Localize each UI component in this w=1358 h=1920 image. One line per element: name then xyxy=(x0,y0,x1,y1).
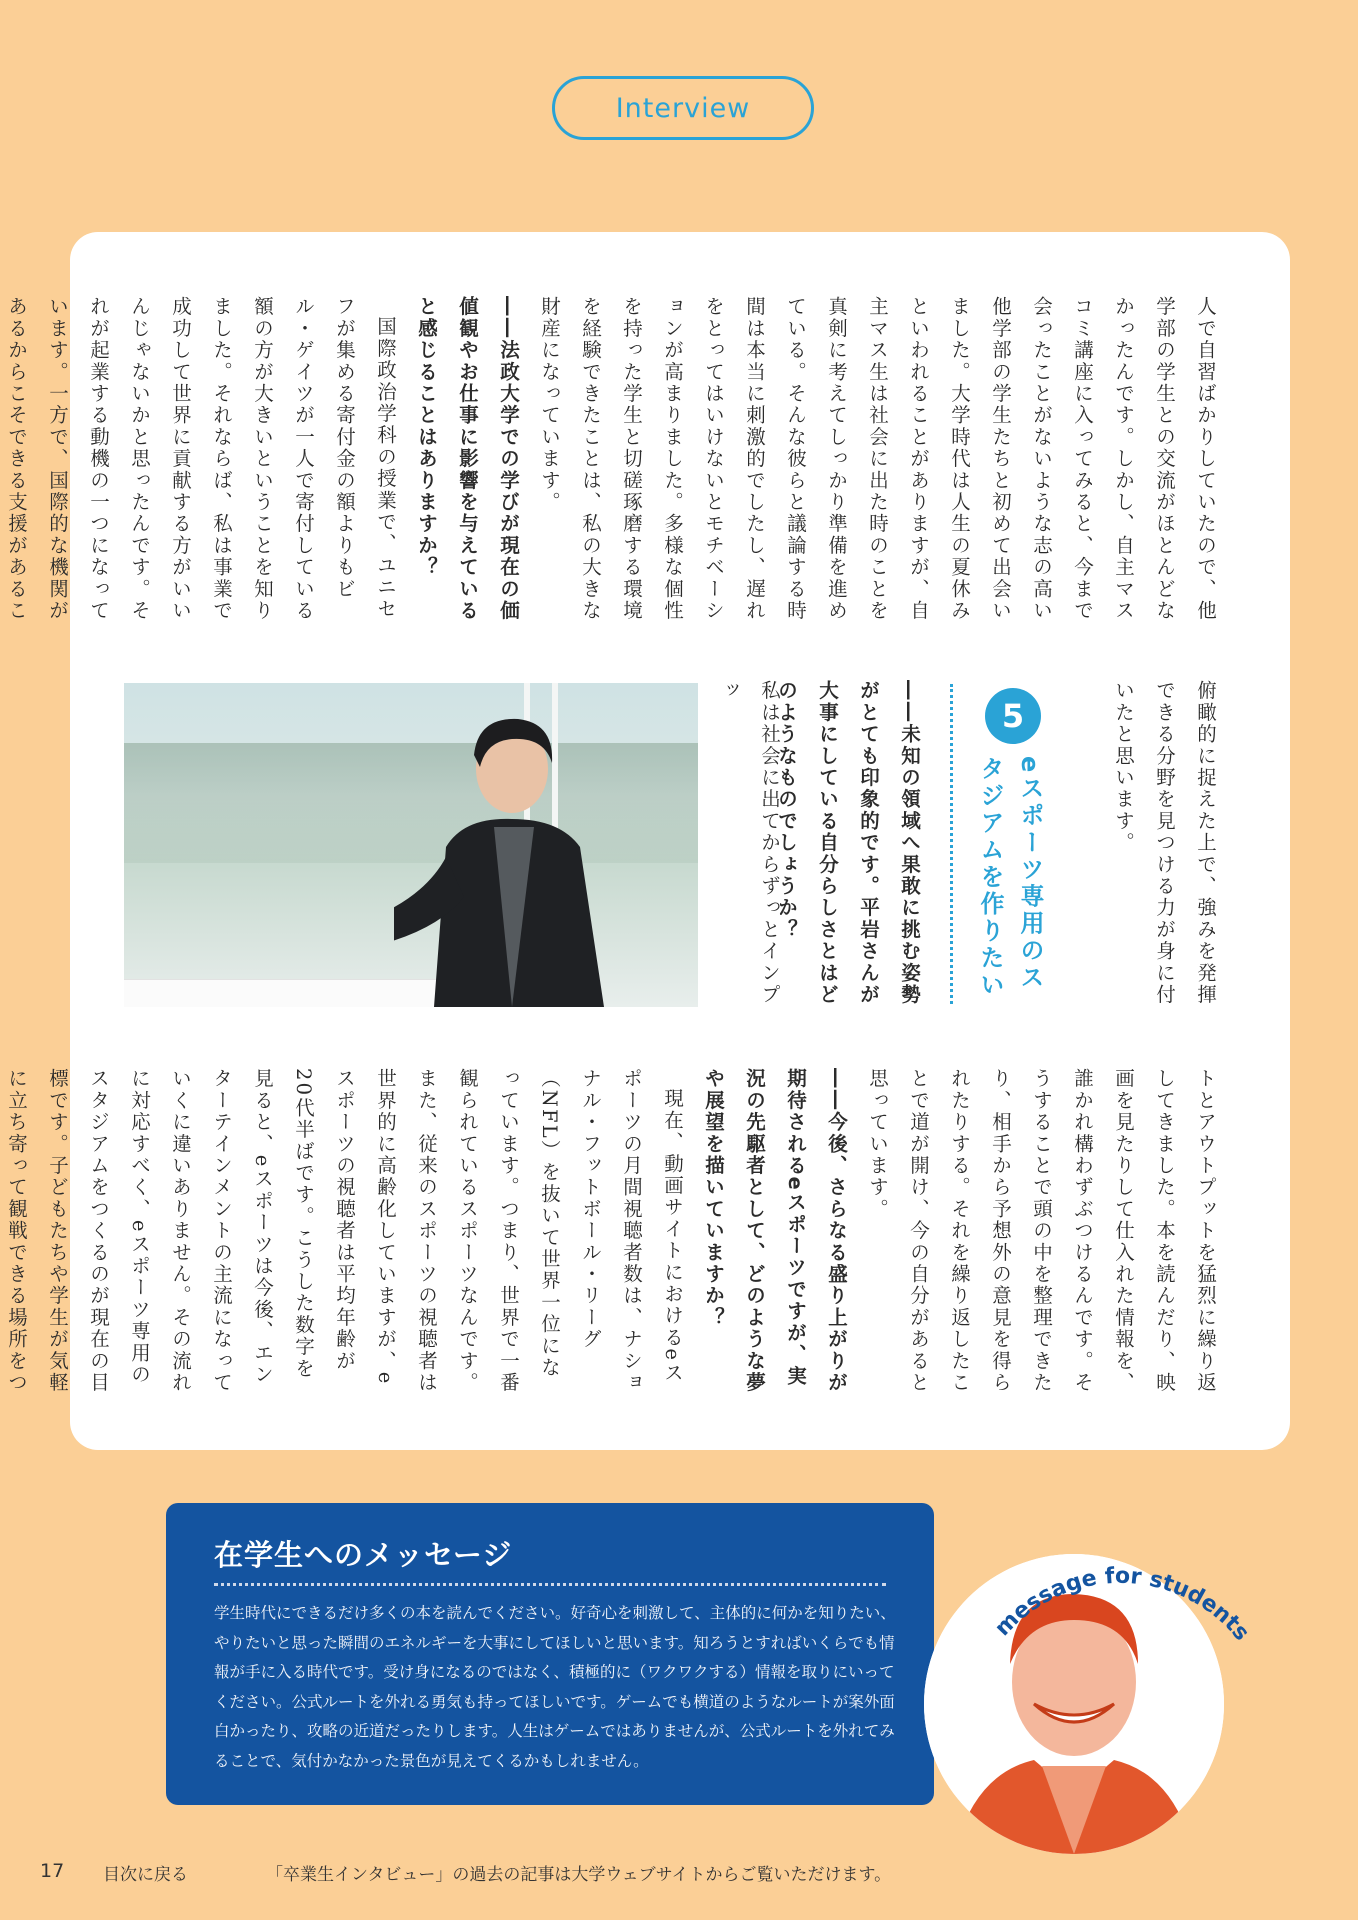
message-body: 学生時代にできるだけ多くの本を読んでください。好奇心を刺激して、主体的に何かを知りたい、やりたいと思った瞬間のエネルギーを大事にしてほしいと思います。知ろうとすればいくらでも情報が手に入る時代です。受け身になるのではなく、積極的に（ワクワクする）情報を取りにいってください。公式ルートを外れる勇気も持ってほしいです。ゲームでも横道のようなルートが案外面白かったり、攻略の近道だったりします。人生はゲームではありませんが、公式ルートを外れてみることで、気付かなかった景色が見えてくるかもしれません。 xyxy=(214,1604,896,1770)
interview-photo xyxy=(124,683,698,1007)
paragraph-perspective: 俯瞰的に捉えた上で、強みを発揮できる分野を見つける力が身に付いたと思います。 xyxy=(1112,680,1217,1006)
paragraph-input: 私は社会に出てからずっとインプッ xyxy=(717,680,781,1006)
svg-text:message for students: message for students xyxy=(990,1563,1255,1646)
back-to-toc-link[interactable]: 目次に戻る xyxy=(103,1865,188,1885)
interview-badge: Interview xyxy=(552,76,814,140)
question-future: ――今後、さらなる盛り上がりが期待されるeスポーツですが、実況の先駆者として、どのような夢や展望を描いていますか？ xyxy=(702,1068,848,1394)
paragraph-esports: 現在、動画サイトにおけるeスポーツの月間視聴者数は、ナショナル・フットボール・リーグ（NFL）を抜いて世界一位になっています。つまり、世界で一番観られているスポーツなんです。また、従来のスポーツの視聴者は世界的に高齢化していますが、eスポーツの視聴者は平均年齢が20代半ばです。こうした数字を見ると、eスポーツは今後、エンターテインメントの主流になっていくに違いありません。その流れに対応すべく、eスポーツ専用のスタジアムをつくるのが現在の目標です。子どもたちや学生が気軽に立ち寄って観戦できる場所をつ xyxy=(5,1068,684,1394)
paragraph-unicef: 国際政治学科の授業で、ユニセフが集める寄付金の額よりもビル・ゲイツが一人で寄付している額の方が大きいということを知りました。それならば、私は事業で成功して世界に貢献する方がいいんじゃないかと思ったんです。それが起業する動機の一つになっています。一方で、国際的な機関があるからこそできる支援があるこ xyxy=(5,296,397,622)
section-title: eスポーツ専用のスタジアムを作りたい xyxy=(976,756,1044,999)
page-number: 17 xyxy=(40,1860,65,1882)
message-box xyxy=(166,1503,934,1805)
section-number: 5 xyxy=(985,688,1041,744)
paragraph-input-output: トとアウトプットを猛烈に繰り返してきました。本を読んだり、映画を見たりして仕入れた情報を、誰かれ構わずぶつけるんです。そうすることで頭の中を整理できたり、相手から予想外の意見を得られたりする。それを繰り返したことで道が開け、今の自分があると思っています。 xyxy=(866,1068,1217,1394)
question-hosei-learning: ――法政大学での学びが現在の価値観やお仕事に影響を与えていると感じることはありますか？ xyxy=(415,296,520,622)
article-top-columns xyxy=(5,296,1226,626)
message-for-students-label xyxy=(960,1508,1280,1688)
paragraph-student-exchange: 人で自習ばかりしていたので、他学部の学生との交流がほとんどなかったんです。しかし、自主マスコミ講座に入ってみると、今まで会ったことがないような志の高い他学部の学生たちと初めて出会いました。大学時代は人生の夏休みといわれることがありますが、自主マス生は社会に出た時のことを真剣に考えてしっかり準備を進めている。そんな彼らと議論する時間は本当に刺激的でしたし、遅れをとってはいけないとモチベーションが高まりました。多様な個性を持った学生と切磋琢磨する環境を経験できたことは、私の大きな財産になっています。 xyxy=(538,296,1217,622)
message-title: 在学生へのメッセージ xyxy=(214,1538,513,1572)
question-self: ――未知の領域へ果敢に挑む姿勢がとても印象的です。平岩さんが大事にしている自分らしさとはどのようなものでしょうか？ xyxy=(775,680,921,1006)
article-bottom-columns xyxy=(5,1068,1226,1398)
section-divider xyxy=(950,684,953,1004)
message-divider xyxy=(214,1583,886,1586)
footer-note: 「卒業生インタビュー」の過去の記事は大学ウェブサイトからご覧いただけます。 xyxy=(266,1865,892,1885)
